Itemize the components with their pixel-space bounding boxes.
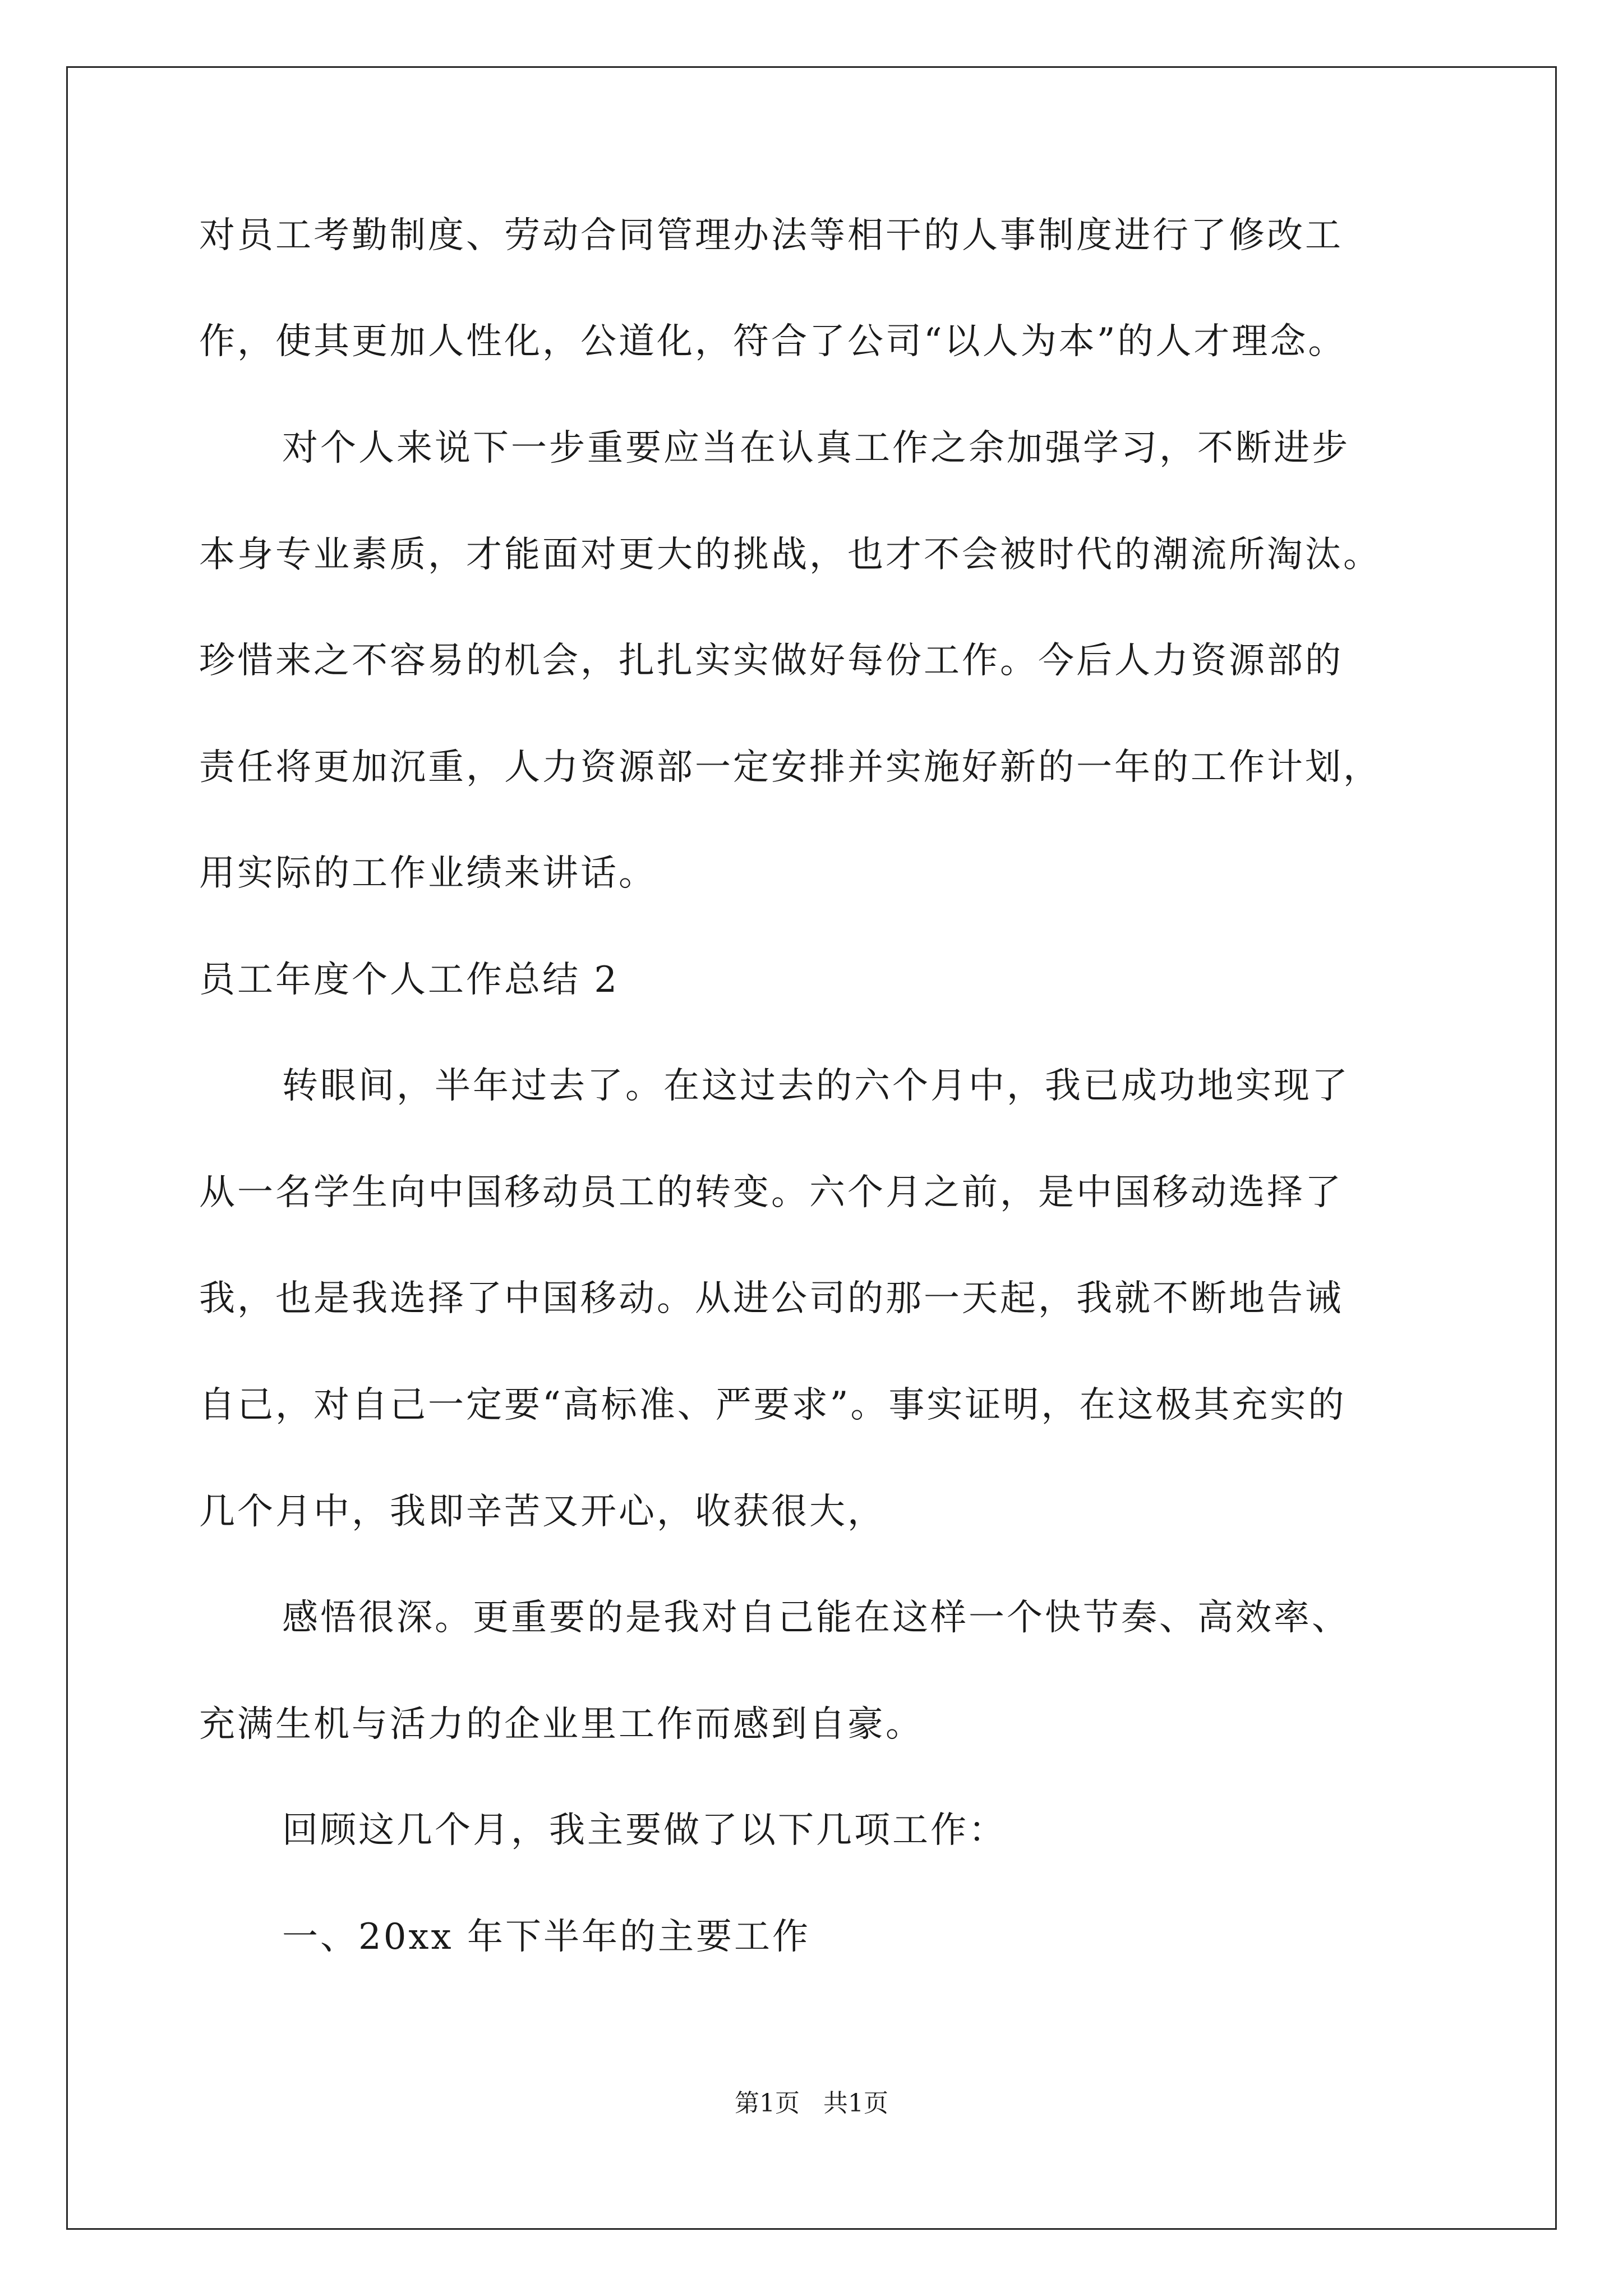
body-line-2: 作，使其更加人性化，公道化，符合了公司“以人为本”的人才理念。 (199, 321, 1347, 362)
body-line-6: 责任将更加沉重，人力资源部一定安排并实施好新的一年的工作计划， (199, 747, 1381, 788)
body-line-12: 自己，对自己一定要“高标准、严要求”。事实证明，在这极其充实的 (199, 1384, 1347, 1426)
paragraph-line-14: 感悟很深。更重要的是我对自己能在这样一个快节奏、高效率、 (282, 1597, 1350, 1639)
body-line-7: 用实际的工作业绩来讲话。 (199, 853, 657, 894)
page-border (66, 66, 1557, 2230)
paragraph-line-3: 对个人来说下一步重要应当在认真工作之余加强学习，不断进步 (282, 427, 1350, 469)
paragraph-line-9: 转眼间，半年过去了。在这过去的六个月中，我已成功地实现了 (282, 1065, 1350, 1107)
section-heading: 员工年度个人工作总结 2 (199, 959, 620, 1001)
paragraph-line-16: 回顾这几个月，我主要做了以下几项工作： (282, 1810, 1007, 1851)
body-line-1: 对员工考勤制度、劳动合同管理办法等相干的人事制度进行了修改工 (199, 215, 1343, 256)
list-heading: 一、20xx 年下半年的主要工作 (282, 1916, 810, 1958)
body-line-13: 几个月中，我即辛苦又开心，收获很大， (199, 1491, 886, 1533)
body-line-11: 我，也是我选择了中国移动。从进公司的那一天起，我就不断地告诫 (199, 1278, 1343, 1319)
body-line-15: 充满生机与活力的企业里工作而感到自豪。 (199, 1704, 924, 1745)
body-line-5: 珍惜来之不容易的机会，扎扎实实做好每份工作。今后人力资源部的 (199, 640, 1343, 682)
page-number-footer: 第1页 共1页 (735, 2089, 888, 2118)
body-line-10: 从一名学生向中国移动员工的转变。六个月之前，是中国移动选择了 (199, 1172, 1343, 1213)
body-line-4: 本身专业素质，才能面对更大的挑战，也才不会被时代的潮流所淘汰。 (199, 534, 1381, 576)
